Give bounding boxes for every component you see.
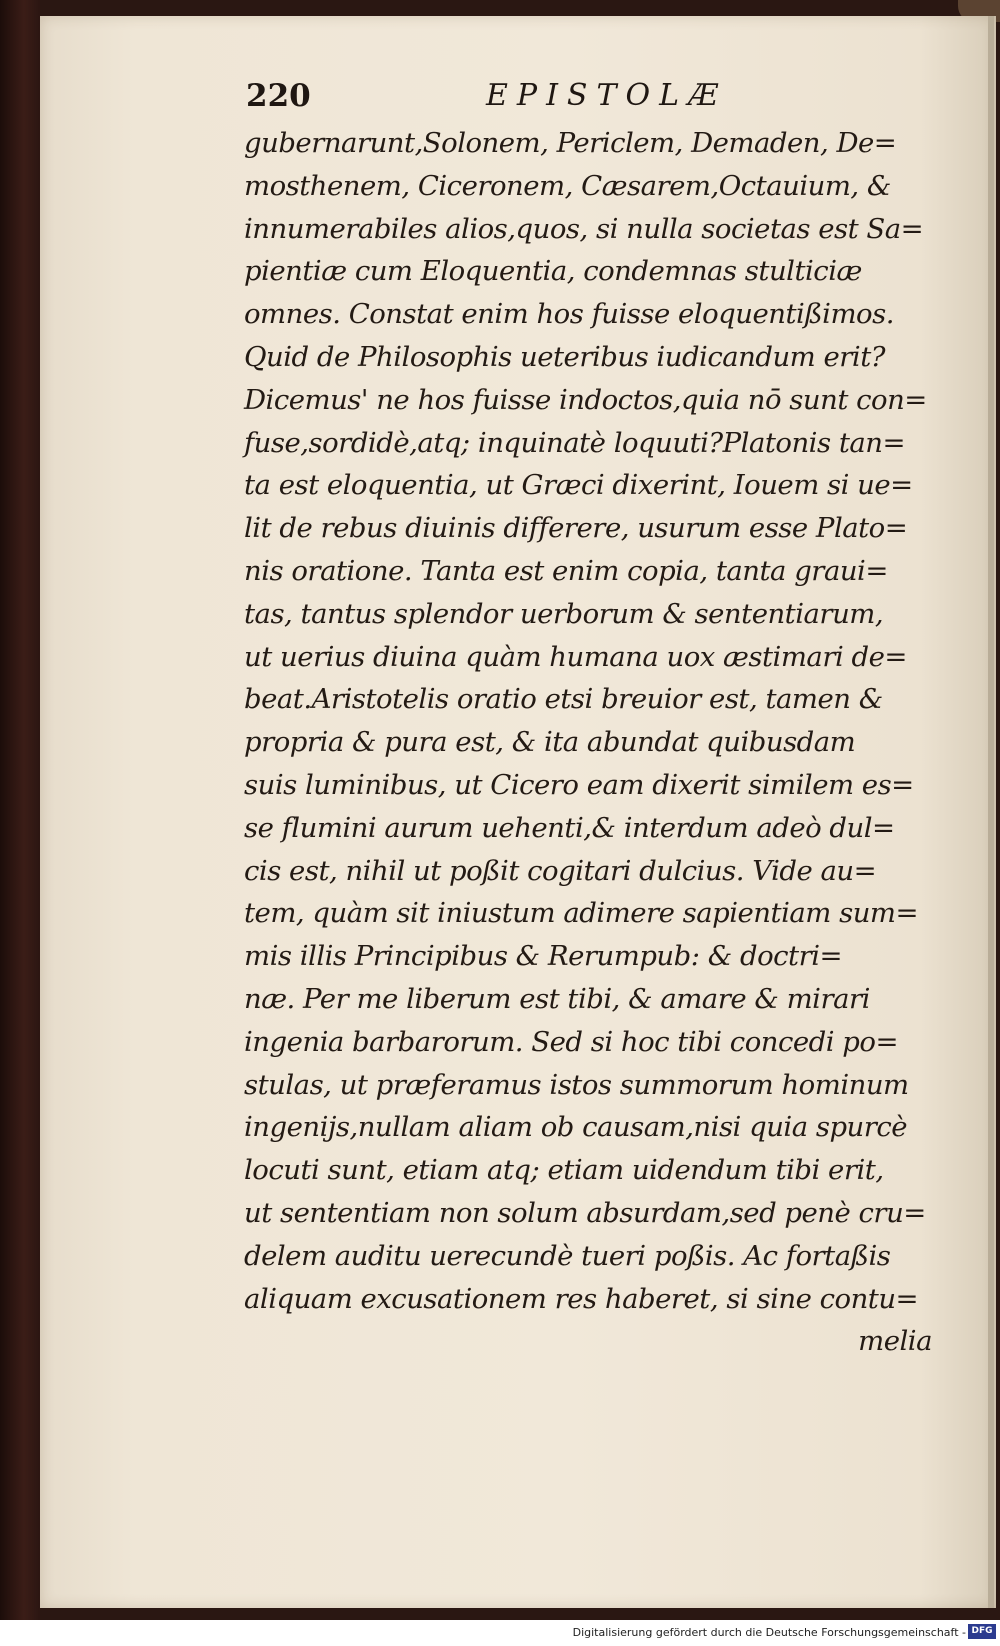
text-line: ut sententiam non solum absurdam,sed penè cru= (244, 1196, 926, 1229)
text-line: fuse,sordidè,atq; inquinatè loquuti?Platonis tan= (244, 426, 906, 459)
text-line: tas, tantus splendor uerborum & sententiarum, (244, 597, 884, 630)
text-line: mis illis Principibus & Rerumpub: & doctri= (244, 940, 843, 973)
text-line: Dicemus' ne hos fuisse indoctos,quia nō sunt con= (244, 383, 927, 416)
text-line: mosthenem, Ciceronem, Cæsarem,Octauium, & (244, 169, 891, 202)
text-line: beat.Aristotelis oratio etsi breuior est, tamen & (244, 683, 883, 716)
text-line: stulas, ut præferamus istos summorum hominum (244, 1068, 909, 1101)
text-line: delem auditu uerecundè tueri poßis. Ac fortaßis (244, 1239, 891, 1272)
text-line: Quid de Philosophis ueteribus iudicandum erit? (244, 340, 885, 373)
text-line: pientiæ cum Eloquentia, condemnas stulticiæ (244, 255, 862, 288)
text-line: suis luminibus, ut Cicero eam dixerit similem es= (244, 768, 914, 801)
page-header (246, 72, 926, 118)
text-line: ingenia barbarorum. Sed si hoc tibi concedi po= (244, 1025, 898, 1058)
text-line: næ. Per me liberum est tibi, & amare & mirari (244, 982, 870, 1015)
page-number: 220 (246, 78, 311, 114)
running-title: EPISTOLÆ (486, 78, 728, 113)
text-line: ut uerius diuina quàm humana uox æstimari de= (244, 640, 907, 673)
text-line: aliquam excusationem res haberet, si sine contu= (244, 1282, 919, 1315)
catchword: melia (858, 1325, 932, 1358)
text-line: se flumini aurum uehenti,& interdum adeò dul= (244, 811, 895, 844)
page-edge (988, 16, 994, 1608)
text-line: propria & pura est, & ita abundat quibusdam (244, 726, 856, 759)
text-line: cis est, nihil ut poßit cogitari dulcius. Vide au= (244, 854, 877, 887)
dfg-logo: DFG (968, 1624, 996, 1639)
text-line: innumerabiles alios,quos, si nulla societas est Sa= (244, 212, 924, 245)
body-text (244, 122, 932, 1363)
text-line: ta est eloquentia, ut Græci dixerint, Iouem si ue= (244, 469, 913, 502)
footer-bar (0, 1620, 1000, 1646)
funding-note: Digitalisierung gefördert durch die Deutsche Forschungsgemeinschaft - (572, 1626, 966, 1639)
book-binding-edge (0, 0, 40, 1620)
text-line: omnes. Constat enim hos fuisse eloquentißimos. (244, 298, 894, 331)
text-line: tem, quàm sit iniustum adimere sapientiam sum= (244, 897, 919, 930)
text-line: gubernarunt,Solonem, Periclem, Demaden, De= (244, 127, 897, 159)
text-line: locuti sunt, etiam atq; etiam uidendum tibi erit, (244, 1154, 884, 1187)
text-line: lit de rebus diuinis differere, usurum esse Plato= (244, 512, 908, 545)
text-line: ingenijs,nullam aliam ob causam,nisi quia spurcè (244, 1111, 908, 1144)
text-line: nis oratione. Tanta est enim copia, tanta graui= (244, 554, 888, 587)
